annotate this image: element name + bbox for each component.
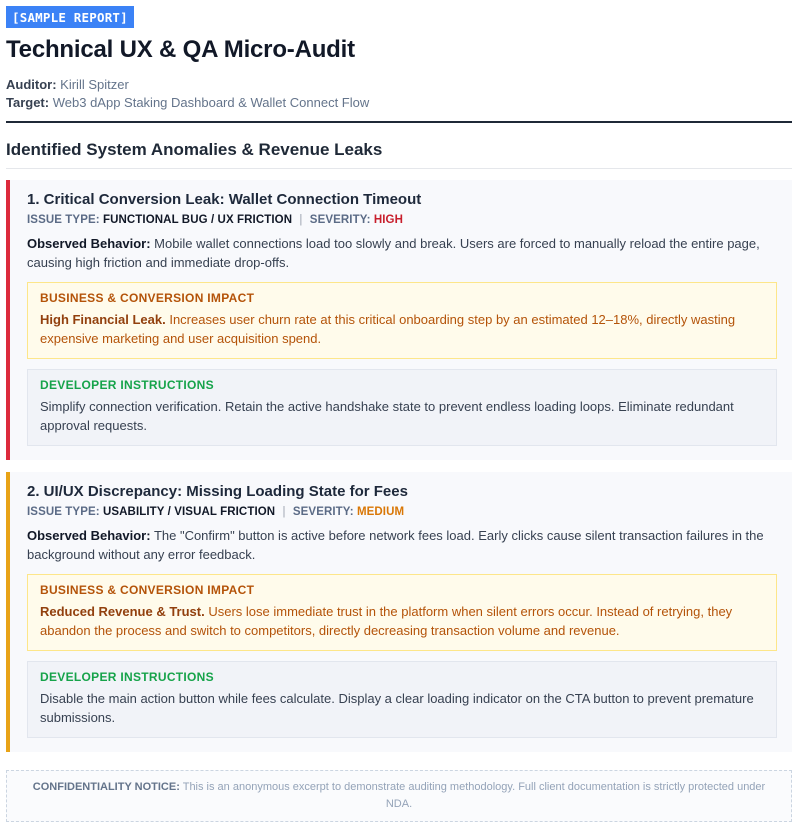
auditor-label: Auditor: [6,77,57,92]
issue-type-value: FUNCTIONAL BUG / UX FRICTION [102,214,293,226]
severity-value: MEDIUM [356,506,405,518]
issue-type-value: USABILITY / VISUAL FRICTION [102,506,276,518]
dev-text: Disable the main action button while fees calculate. Display a clear loading indicator on the CTA button to prevent premature submissions. [40,691,754,725]
impact-lead: Reduced Revenue & Trust. [40,604,205,619]
meta-separator: | [299,214,303,226]
observed-text: The "Confirm" button is active before network fees load. Early clicks cause silent transaction failures in the background without any error feedback. [27,528,764,562]
issue-title: 2. UI/UX Discrepancy: Missing Loading State for Fees [27,483,408,500]
header-divider [6,121,792,123]
severity-value: HIGH [373,214,404,226]
issue-card-2 [6,472,792,752]
target-value: Web3 dApp Staking Dashboard & Wallet Connect Flow [52,95,370,110]
business-impact-box [27,574,777,651]
target-label: Target: [6,95,50,110]
observed-label: Observed Behavior: [27,236,151,251]
auditor-name: Kirill Spitzer [60,77,129,92]
issue-card-1 [6,180,792,460]
impact-body [40,310,764,348]
issue-type-label: ISSUE TYPE: [27,506,100,518]
severity-label: SEVERITY: [292,506,354,518]
issue-title: 1. Critical Conversion Leak: Wallet Connection Timeout [27,191,422,208]
section-title: Identified System Anomalies & Revenue Leaks [6,140,383,159]
meta-separator: | [282,506,286,518]
dev-heading: DEVELOPER INSTRUCTIONS [40,378,214,392]
target-line [6,94,792,112]
notice-label: CONFIDENTIALITY NOTICE: [32,781,180,793]
impact-text: Increases user churn rate at this critical onboarding step by an estimated 12–18%, directly wasting expensive marketing and user acquisition spend. [40,312,736,346]
observed-behavior [27,234,777,272]
impact-lead: High Financial Leak. [40,312,166,327]
dev-heading: DEVELOPER INSTRUCTIONS [40,670,214,684]
section-divider [6,168,792,169]
dev-text: Simplify connection verification. Retain the active handshake state to prevent endless loading loops. Eliminate redundant approval requests. [40,399,734,433]
sample-report-badge: [SAMPLE REPORT] [6,6,134,28]
auditor-line [6,76,792,94]
issue-meta [27,214,777,226]
impact-heading: BUSINESS & CONVERSION IMPACT [40,291,255,305]
issue-type-label: ISSUE TYPE: [27,214,100,226]
severity-accent-bar [6,180,10,460]
confidentiality-notice [6,770,792,822]
page-title: Technical UX & QA Micro-Audit [6,36,355,63]
impact-text: Users lose immediate trust in the platform when silent errors occur. Instead of retrying, they abandon the process and switch to competitors, directly decreasing transaction volume and revenue. [40,604,733,638]
report-meta [6,76,792,112]
impact-body [40,602,764,640]
notice-text: This is an anonymous excerpt to demonstrate auditing methodology. Full client documentation is strictly protected under NDA. [182,781,766,810]
observed-label: Observed Behavior: [27,528,151,543]
severity-label: SEVERITY: [309,214,371,226]
severity-accent-bar [6,472,10,752]
observed-behavior [27,526,777,564]
developer-instructions-box [27,661,777,738]
business-impact-box [27,282,777,359]
observed-text: Mobile wallet connections load too slowly and break. Users are forced to manually reload the entire page, causing high friction and immediate drop-offs. [27,236,760,270]
impact-heading: BUSINESS & CONVERSION IMPACT [40,583,255,597]
issue-meta [27,506,777,518]
developer-instructions-box [27,369,777,446]
